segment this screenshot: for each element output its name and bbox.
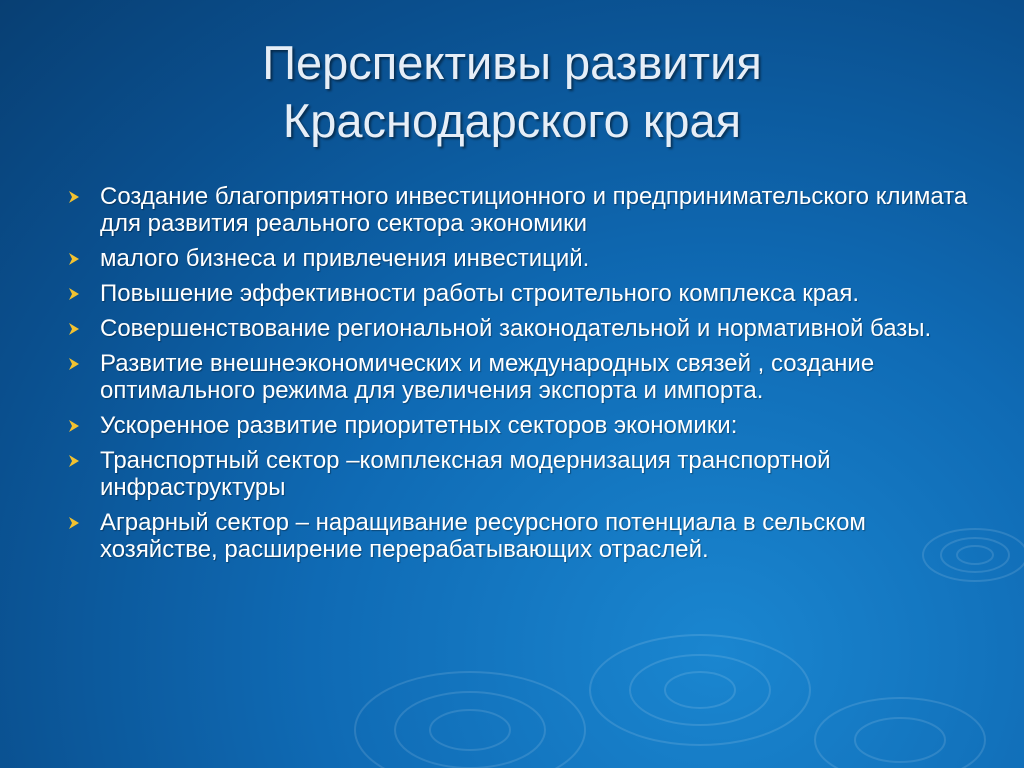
slide-title-line-2: Краснодарского края: [282, 94, 742, 147]
bullet-text: Аграрный сектор – наращивание ресурсного потенциала в сельском хозяйстве, расширение перерабатывающих отраслей.: [100, 509, 866, 563]
slide-title: [0, 34, 1024, 150]
bullet-text: Развитие внешнеэкономических и международных связей , создание оптимального режима для увеличения экспорта и импорта.: [100, 350, 875, 404]
bullet-item: [66, 447, 986, 501]
chevron-right-icon: [66, 251, 82, 267]
slide-title-line-1: Перспективы развития: [262, 36, 762, 89]
bullet-text: Совершенствование региональной законодательной и нормативной базы.: [100, 315, 932, 342]
bullet-item: [66, 183, 986, 237]
bullet-text: Создание благоприятного инвестиционного и предпринимательского климата для развития реального сектора экономики: [100, 183, 968, 237]
bullet-item: [66, 509, 986, 563]
chevron-right-icon: [66, 515, 82, 531]
chevron-right-icon: [66, 453, 82, 469]
chevron-right-icon: [66, 189, 82, 205]
bullet-item: [66, 412, 986, 439]
bullet-text: малого бизнеса и привлечения инвестиций.: [100, 245, 590, 272]
bullet-item: [66, 315, 986, 342]
chevron-right-icon: [66, 321, 82, 337]
bullet-item: [66, 280, 986, 307]
bullet-text: Повышение эффективности работы строительного комплекса края.: [100, 280, 860, 307]
bullet-item: [66, 350, 986, 404]
chevron-right-icon: [66, 356, 82, 372]
chevron-right-icon: [66, 286, 82, 302]
bullet-text: Транспортный сектор –комплексная модернизация транспортной инфраструктуры: [100, 447, 831, 501]
bullet-item: [66, 245, 986, 272]
chevron-right-icon: [66, 418, 82, 434]
bullet-text: Ускоренное развитие приоритетных секторов экономики:: [100, 412, 738, 439]
bullet-list: [66, 183, 986, 571]
